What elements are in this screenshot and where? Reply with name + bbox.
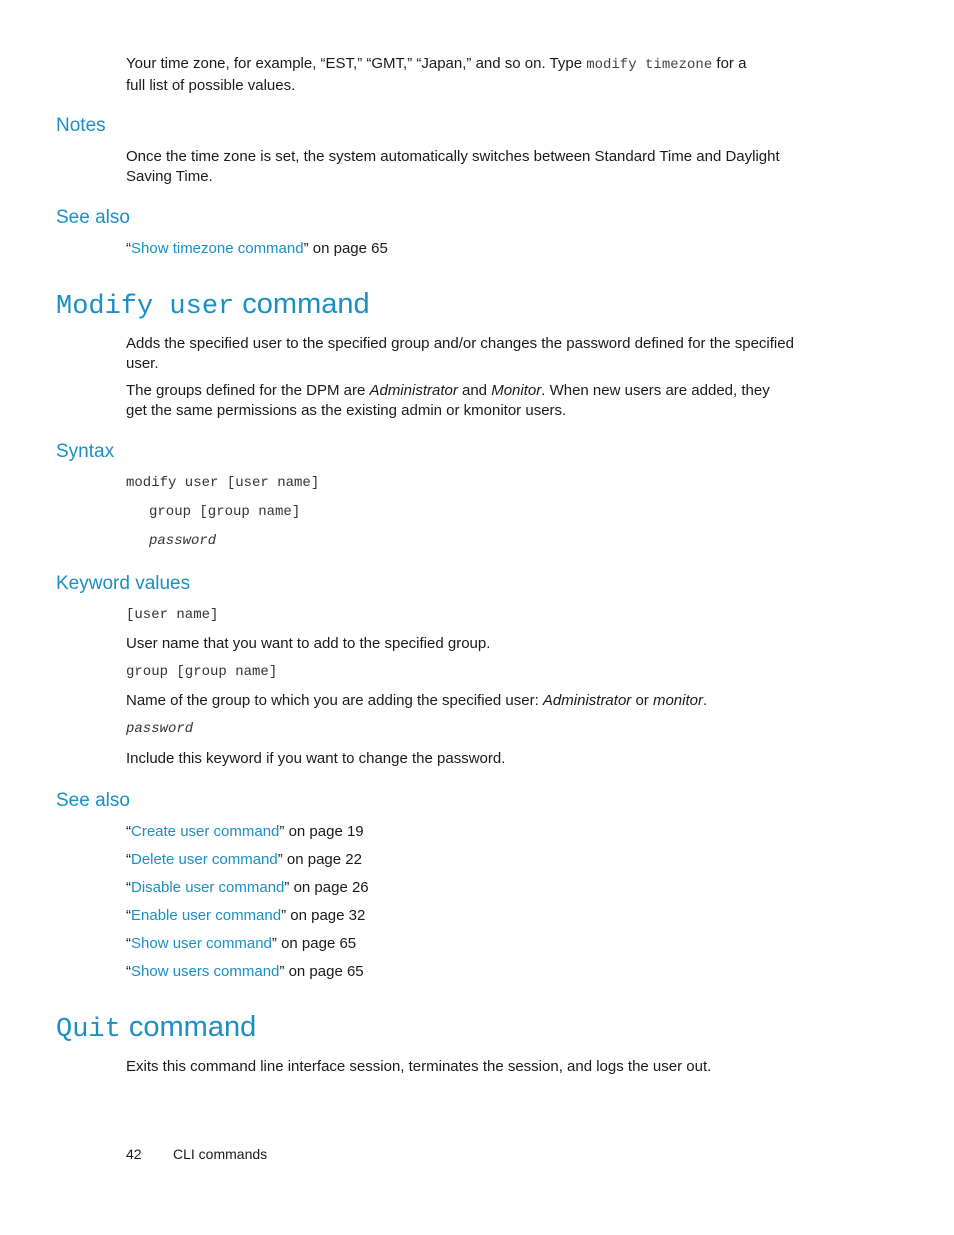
keyword-password-description: Include this keyword if you want to change the password.: [126, 750, 506, 767]
keyword-group-name-description: [126, 691, 707, 711]
title-code: Quit: [56, 1015, 121, 1045]
quote-open: “: [126, 879, 131, 896]
paragraph-text: and: [457, 382, 492, 399]
title-word: command: [128, 1011, 257, 1043]
link-enable-user-command[interactable]: Enable user command: [131, 907, 282, 924]
see-also-item: [126, 822, 364, 842]
group-monitor: Monitor: [491, 382, 542, 399]
see-also-item: [126, 934, 356, 954]
keyword-user-name: [user name]: [126, 607, 219, 623]
link-delete-user-command[interactable]: Delete user command: [131, 851, 278, 868]
see-also-item: [126, 850, 362, 870]
description-text: or: [631, 692, 653, 709]
link-disable-user-command[interactable]: Disable user command: [131, 879, 285, 896]
link-show-user-command[interactable]: Show user command: [131, 935, 272, 952]
page-ref: ” on page 65: [303, 240, 388, 257]
section-title-quit: [56, 1011, 256, 1045]
paragraph-text: The groups defined for the DPM are: [126, 382, 370, 399]
section-title-modify-user: [56, 288, 370, 322]
see-also-item: [126, 878, 369, 898]
page-ref: ” on page 22: [277, 851, 362, 868]
title-code: Modify user: [56, 292, 235, 322]
footer-section-name: CLI commands: [173, 1146, 268, 1162]
notes-paragraph: [126, 147, 780, 186]
syntax-line-3: password: [149, 533, 217, 549]
group-administrator: Administrator: [542, 692, 632, 709]
quote-open: “: [126, 823, 131, 840]
paragraph-text: . When new users are added, they: [541, 382, 770, 399]
quote-open: “: [126, 907, 131, 924]
notes-heading: Notes: [56, 115, 106, 136]
paragraph-line: Adds the specified user to the specified group and/or changes the password defined for the specified: [126, 335, 794, 352]
modify-user-paragraph-2: [126, 381, 770, 420]
see-also-item: [126, 239, 388, 259]
group-monitor: monitor: [652, 692, 703, 709]
intro-text-after: for a: [712, 55, 747, 72]
keyword-password: password: [126, 721, 194, 737]
see-also-heading: See also: [56, 207, 130, 228]
notes-line1: Once the time zone is set, the system automatically switches between Standard Time and Daylight: [126, 148, 780, 165]
intro-paragraph: [126, 54, 746, 95]
quit-description: Exits this command line interface session, terminates the session, and logs the user out.: [126, 1058, 712, 1075]
syntax-line-2: group [group name]: [149, 504, 301, 520]
description-text: Name of the group to which you are adding the specified user:: [126, 692, 543, 709]
see-also-heading-2: See also: [56, 790, 130, 811]
link-show-users-command[interactable]: Show users command: [131, 963, 280, 980]
page-number: 42: [126, 1146, 142, 1162]
link-show-timezone-command[interactable]: Show timezone command: [131, 240, 304, 257]
quote-open: “: [126, 240, 131, 257]
title-word: command: [242, 288, 370, 320]
quote-open: “: [126, 851, 131, 868]
description-text: .: [703, 692, 708, 709]
see-also-item: [126, 962, 364, 982]
page-ref: ” on page 19: [279, 823, 364, 840]
paragraph-line: get the same permissions as the existing admin or kmonitor users.: [126, 401, 567, 419]
syntax-line-1: modify user [user name]: [126, 475, 320, 491]
quote-open: “: [126, 935, 131, 952]
intro-text-line2: full list of possible values.: [126, 76, 296, 94]
keyword-values-heading: Keyword values: [56, 573, 191, 594]
notes-line2: Saving Time.: [126, 167, 213, 185]
page-ref: ” on page 32: [281, 907, 366, 924]
intro-text: Your time zone, for example, “EST,” “GMT,” “Japan,” and so on. Type: [126, 55, 587, 72]
quote-open: “: [126, 963, 131, 980]
intro-code: modify timezone: [586, 57, 713, 73]
keyword-group-name: group [group name]: [126, 664, 278, 680]
paragraph-line: user.: [126, 354, 159, 372]
group-administrator: Administrator: [369, 382, 458, 399]
syntax-heading: Syntax: [56, 441, 115, 462]
keyword-user-name-description: User name that you want to add to the specified group.: [126, 635, 491, 652]
page-ref: ” on page 65: [271, 935, 357, 952]
page-ref: ” on page 26: [284, 879, 369, 896]
modify-user-paragraph-1: [126, 334, 794, 373]
page-ref: ” on page 65: [279, 963, 364, 980]
see-also-item: [126, 906, 365, 926]
link-create-user-command[interactable]: Create user command: [131, 823, 280, 840]
